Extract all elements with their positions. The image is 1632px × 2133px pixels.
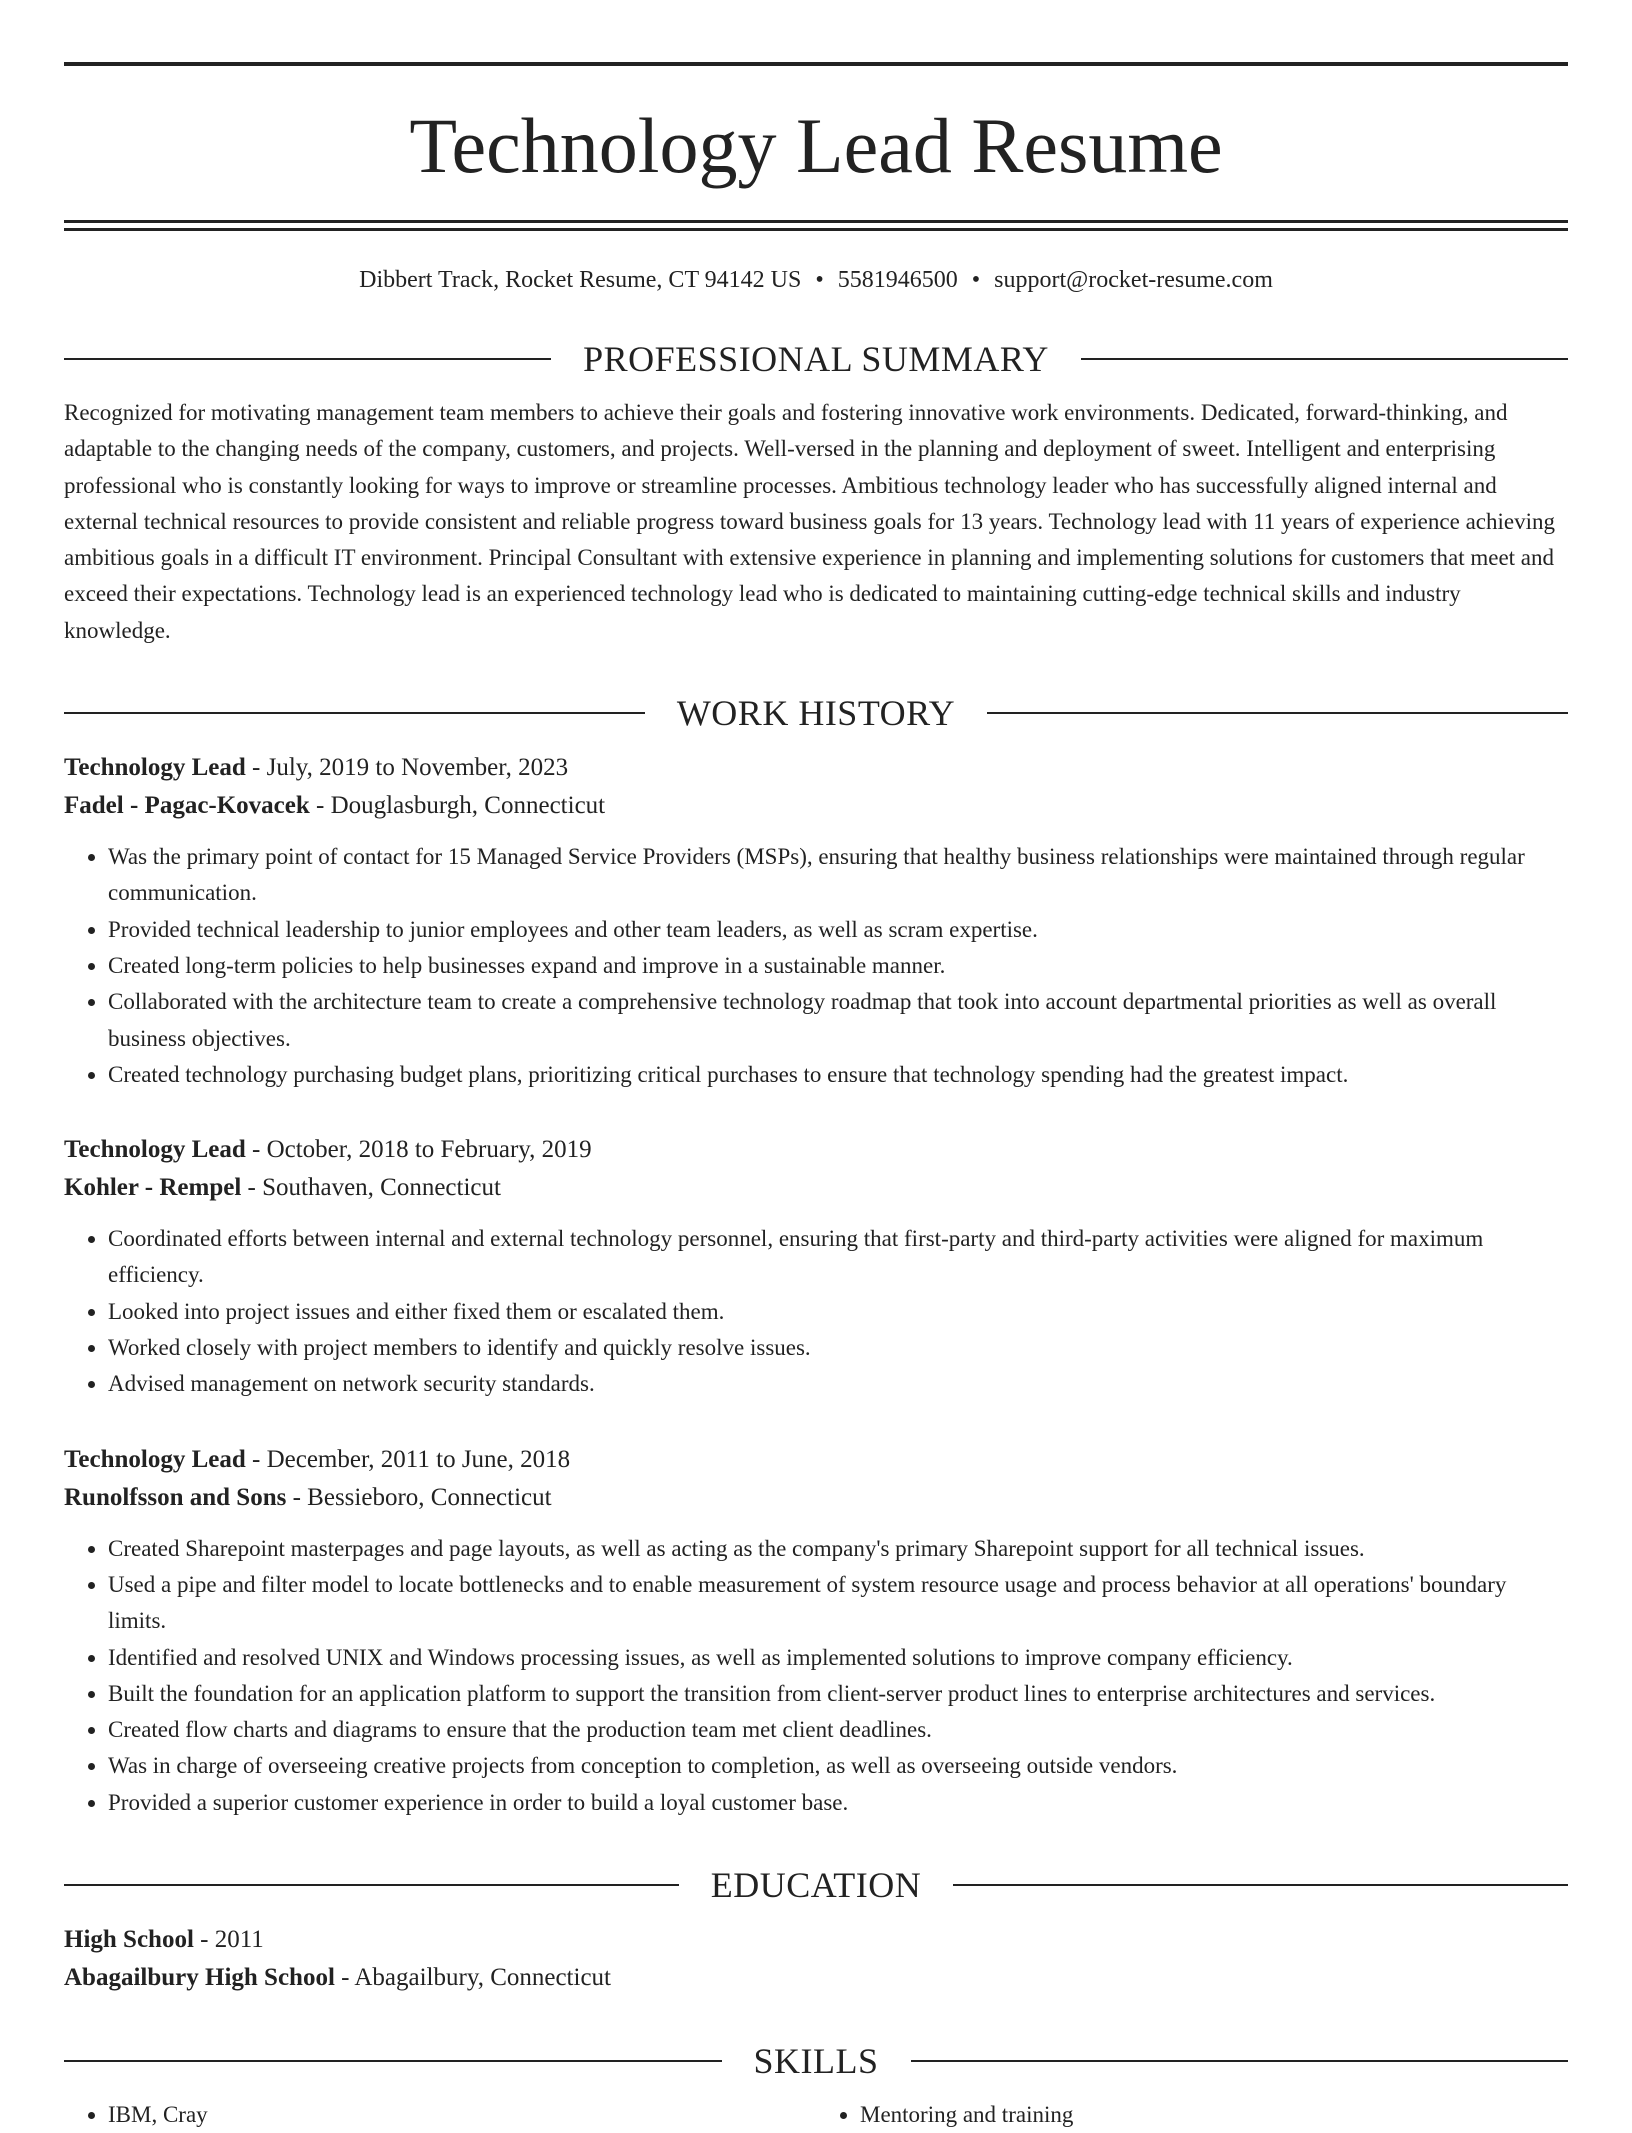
contact-address: Dibbert Track, Rocket Resume, CT 94142 US: [359, 267, 802, 293]
skills-column-left: [64, 2097, 816, 2133]
heading-rule: [1081, 358, 1568, 360]
job-title: Technology Lead: [64, 754, 246, 782]
list-item: • Provided a superior customer experience in order to build a loyal customer base.: [108, 1785, 1568, 1821]
job-dates: - July, 2019 to November, 2023: [245, 754, 569, 782]
contact-line: [64, 265, 1568, 295]
list-item: • Identified and resolved UNIX and Windows processing issues, as well as implemented solutions to improve company efficiency.: [108, 1640, 1568, 1676]
section-heading-education: [64, 1863, 1568, 1907]
list-item: • Created technology purchasing budget plans, prioritizing critical purchases to ensure that technology spending had the greatest impact.: [108, 1057, 1568, 1093]
heading-rule: [64, 358, 551, 360]
job-company-line: [64, 1169, 1568, 1207]
job-location: - Douglasburgh, Connecticut: [309, 792, 606, 820]
list-item: • Looked into project issues and either fixed them or escalated them.: [108, 1294, 1568, 1330]
education-school-line: [64, 1959, 1568, 1997]
list-item: • Used a pipe and filter model to locate bottlenecks and to enable measurement of system resource usage and process behavior at all operations' boundary limits.: [108, 1567, 1568, 1640]
skills-list: [64, 2097, 1568, 2133]
section-title: SKILLS: [753, 2041, 879, 2082]
contact-separator: •: [815, 267, 824, 293]
heading-rule: [64, 1884, 679, 1886]
heading-rule: [911, 2060, 1569, 2062]
education-school: Abagailbury High School: [64, 1964, 335, 1992]
list-item: • Collaborated with the architecture team to create a comprehensive technology roadmap that took into account departmental priorities as well as overall business objectives.: [108, 984, 1568, 1057]
job-company: Runolfsson and Sons: [64, 1483, 287, 1511]
job-bullets: [64, 1221, 1568, 1402]
list-item: • Provided technical leadership to junior employees and other team leaders, as well as scram expertise.: [108, 912, 1568, 948]
skill-item: • IBM, Cray: [108, 2097, 816, 2133]
skill-item: • Mentoring and training: [860, 2097, 1568, 2133]
list-item: • Created long-term policies to help businesses expand and improve in a sustainable manner.: [108, 948, 1568, 984]
job-company-line: [64, 787, 1568, 825]
page-title: Technology Lead Resume: [409, 102, 1223, 189]
contact-email: support@rocket-resume.com: [994, 267, 1273, 293]
education-degree: High School: [64, 1926, 194, 1954]
education-degree-line: [64, 1921, 1568, 1959]
job-bullets: [64, 839, 1568, 1093]
education-entry: [64, 1921, 1568, 1997]
job-company: Fadel - Pagac-Kovacek: [64, 792, 310, 820]
job-entry: [64, 1131, 1568, 1402]
job-bullets: [64, 1531, 1568, 1821]
job-title: Technology Lead: [64, 1445, 246, 1473]
section-title: EDUCATION: [710, 1865, 922, 1906]
list-item: • Created flow charts and diagrams to ensure that the production team met client deadlines.: [108, 1712, 1568, 1748]
list-item: • Was in charge of overseeing creative projects from conception to completion, as well as overseeing outside vendors.: [108, 1748, 1568, 1784]
section-title: PROFESSIONAL SUMMARY: [583, 339, 1049, 379]
list-item: • Built the foundation for an application platform to support the transition from client-server product lines to enterprise architectures and services.: [108, 1676, 1568, 1712]
job-location: - Southaven, Connecticut: [241, 1174, 501, 1202]
job-title-line: [64, 1131, 1568, 1169]
top-rule: [64, 62, 1568, 66]
list-item: • Worked closely with project members to identify and quickly resolve issues.: [108, 1330, 1568, 1366]
contact-separator: •: [971, 267, 981, 293]
skills-column-right: [816, 2097, 1568, 2133]
section-heading-skills: [64, 2039, 1568, 2083]
job-company: Kohler - Rempel: [64, 1174, 242, 1202]
job-entry: [64, 1441, 1568, 1821]
list-item: • Advised management on network security standards.: [108, 1366, 1568, 1402]
job-entry: [64, 749, 1568, 1093]
resume-page: [64, 0, 1568, 2133]
heading-rule: [64, 2060, 722, 2062]
list-item: • Was the primary point of contact for 15 Managed Service Providers (MSPs), ensuring that healthy business relationships were maintained through regular communication.: [108, 839, 1568, 912]
job-company-line: [64, 1479, 1568, 1517]
summary-text: Recognized for motivating management team members to achieve their goals and fostering innovative work environments. Dedicated, forward-thinking, and adaptable to the changing needs of the company, customers, and projects. Well-versed in the planning and deployment of sweet. Intelligent and enterprising professional who is constantly looking for ways to improve or streamline processes. Ambitious technology leader who has successfully aligned internal and external technical resources to provide consistent and reliable progress toward business goals for 13 years. Technology lead with 11 years of experience achieving ambitious goals in a difficult IT environment. Principal Consultant with extensive experience in planning and implementing solutions for customers that meet and exceed their expectations. Technology lead is an experienced technology lead who is dedicated to maintaining cutting-edge technical skills and industry knowledge.: [64, 400, 1555, 643]
job-title-line: [64, 1441, 1568, 1479]
list-item: • Coordinated efforts between internal and external technology personnel, ensuring that first-party and third-party activities were aligned for maximum efficiency.: [108, 1221, 1568, 1294]
list-item: • Created Sharepoint masterpages and page layouts, as well as acting as the company's primary Sharepoint support for all technical issues.: [108, 1531, 1568, 1567]
heading-rule: [987, 712, 1568, 714]
heading-rule: [953, 1884, 1568, 1886]
job-dates: - October, 2018 to February, 2019: [245, 1136, 592, 1164]
job-title-line: [64, 749, 1568, 787]
education-location: - Abagailbury, Connecticut: [334, 1964, 611, 1992]
section-heading-summary: [64, 337, 1568, 381]
education-year: - 2011: [193, 1926, 264, 1954]
contact-phone: 5581946500: [837, 267, 958, 293]
job-dates: - December, 2011 to June, 2018: [245, 1445, 571, 1473]
job-title: Technology Lead: [64, 1136, 246, 1164]
section-title: WORK HISTORY: [676, 693, 956, 734]
title-double-rule: [64, 220, 1568, 231]
job-location: - Bessieboro, Connecticut: [286, 1483, 552, 1511]
section-heading-work-history: [64, 691, 1568, 735]
heading-rule: [64, 712, 645, 714]
